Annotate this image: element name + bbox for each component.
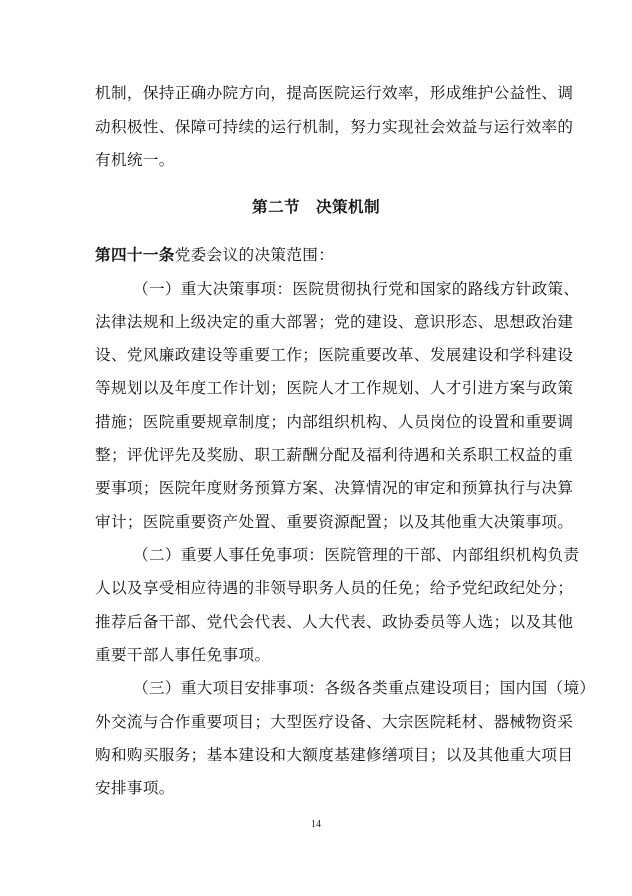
item3-line-3: 购和购买服务；基本建设和大额度基建修缮项目；以及其他重大项目 xyxy=(95,746,574,764)
item1-line-4: 等规划以及年度工作计划；医院人才工作规划、人才引进方案与政策 xyxy=(95,379,574,397)
item1-line-5: 措施；医院重要规章制度；内部组织机构、人员岗位的设置和重要调 xyxy=(95,413,574,431)
item1-line-3: 设、党风廉政建设等重要工作；医院重要改革、发展建设和学科建设 xyxy=(95,346,574,364)
article-label: 第四十一条 xyxy=(95,246,175,264)
item3-line-1: （三）重大项目安排事项：各级各类重点建设项目；国内国（境） xyxy=(133,679,596,697)
item3-line-4: 安排事项。 xyxy=(95,779,175,797)
item1-line-7: 要事项；医院年度财务预算方案、决算情况的审定和预算执行与决算 xyxy=(95,479,574,497)
item1-line-8: 审计；医院重要资产处置、重要资源配置；以及其他重大决策事项。 xyxy=(95,513,574,531)
intro-line-2: 动积极性、保障可持续的运行机制，努力实现社会效益与运行效率的 xyxy=(95,118,574,136)
item1-line-2: 法律法规和上级决定的重大部署；党的建设、意识形态、思想政治建 xyxy=(95,313,574,331)
article-text: 党委会议的决策范围： xyxy=(174,246,335,264)
intro-line-3: 有机统一。 xyxy=(95,151,175,169)
item1-line-1: （一）重大决策事项：医院贯彻执行党和国家的路线方针政策、 xyxy=(133,280,580,298)
section-heading: 第二节 决策机制 xyxy=(252,198,380,216)
page-number: 14 xyxy=(311,819,321,830)
intro-line-1: 机制，保持正确办院方向，提高医院运行效率，形成维护公益性、调 xyxy=(95,84,574,102)
item3-line-2: 外交流与合作重要项目；大型医疗设备、大宗医院耗材、器械物资采 xyxy=(95,713,574,731)
item2-line-1: （二）重要人事任免事项：医院管理的干部、内部组织机构负责 xyxy=(133,546,580,564)
item2-line-3: 推荐后备干部、党代会代表、人大代表、政协委员等人选；以及其他 xyxy=(95,613,574,631)
article-41 xyxy=(95,245,540,265)
item2-line-4: 重要干部人事任免事项。 xyxy=(95,646,271,664)
item2-line-2: 人以及享受相应待遇的非领导职务人员的任免；给予党纪政纪处分； xyxy=(95,579,574,597)
item1-line-6: 整；评优评先及奖励、职工薪酬分配及福利待遇和关系职工权益的重 xyxy=(95,446,574,464)
